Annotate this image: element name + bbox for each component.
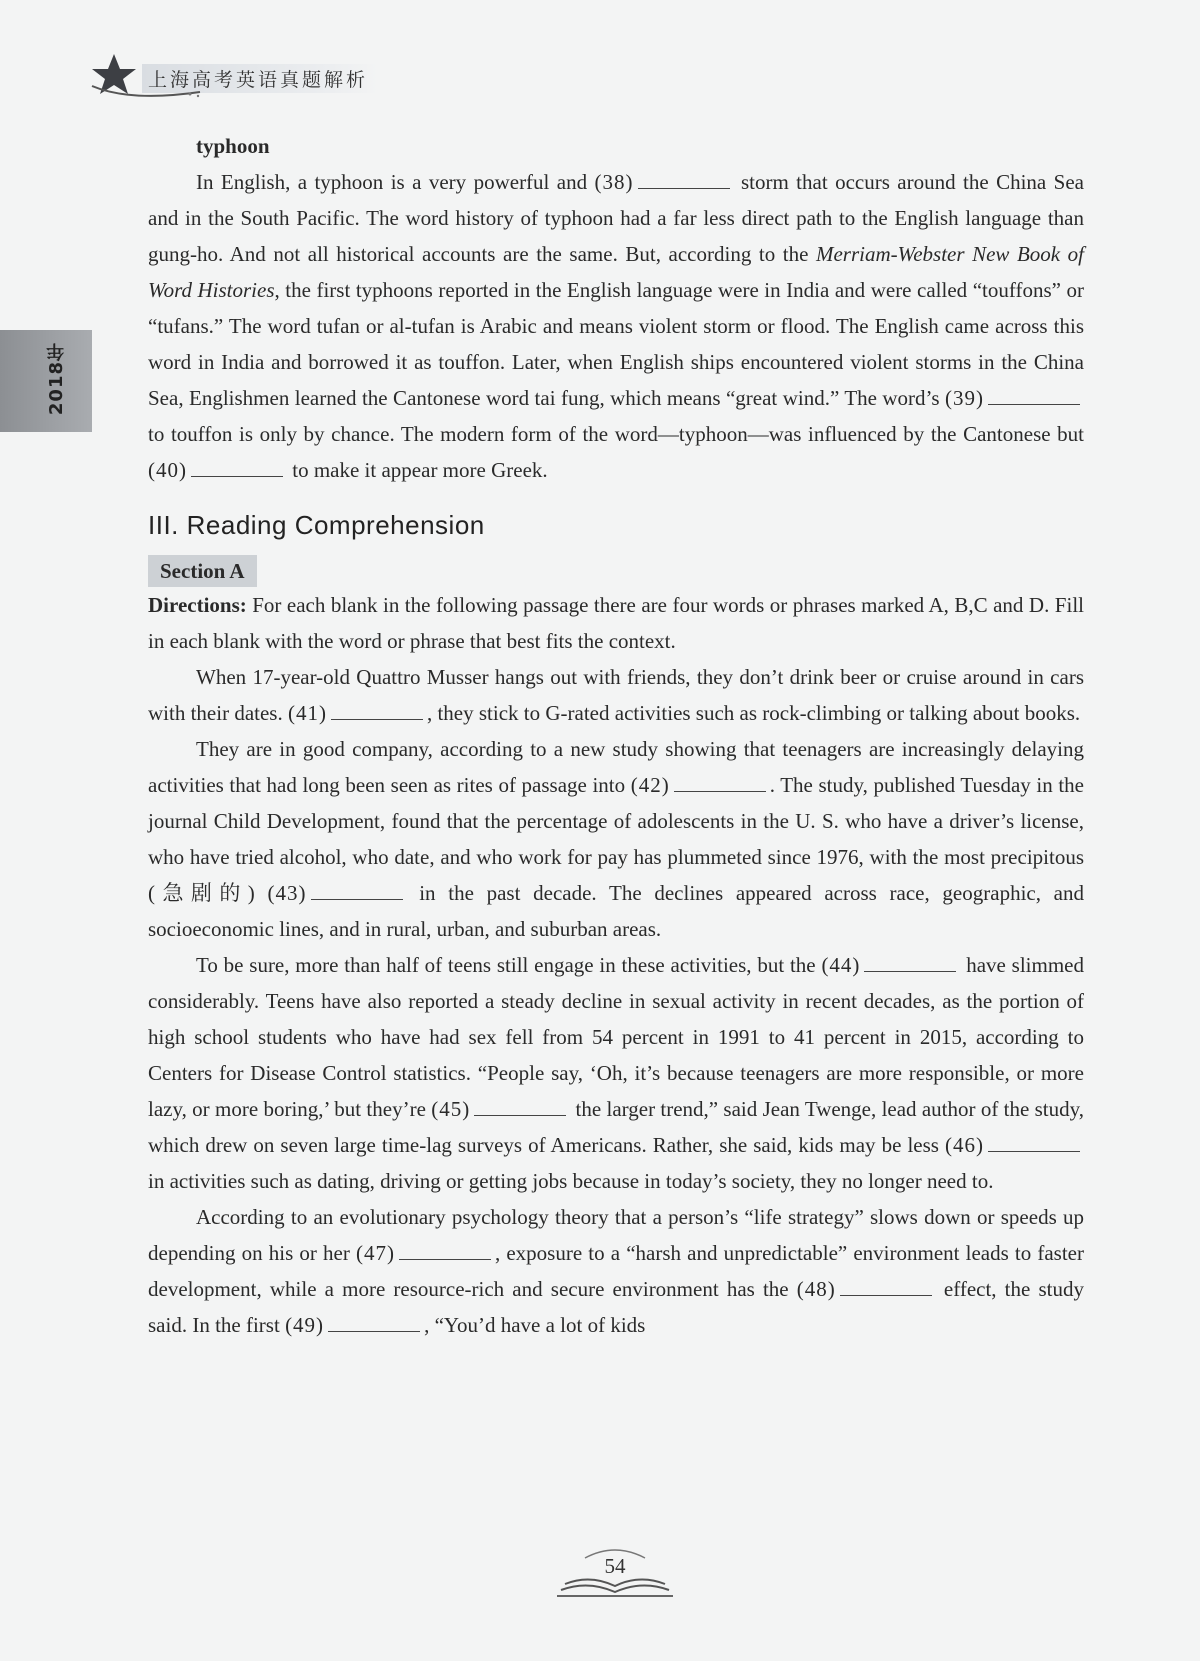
blank-number: (46) (945, 1133, 984, 1157)
book-reference: Merriam-Webster New Book of Word Histories (148, 242, 1085, 302)
page-footer (555, 1540, 675, 1600)
blank-number: (38) (594, 170, 634, 194)
answer-blank[interactable] (328, 1330, 420, 1332)
blank-number: (43) (267, 881, 307, 905)
answer-blank[interactable] (399, 1258, 491, 1260)
answer-blank[interactable] (331, 718, 423, 720)
blank-number: (40) (148, 458, 187, 482)
answer-blank[interactable] (638, 187, 730, 189)
blank-number: (49) (285, 1313, 325, 1337)
page-header (90, 52, 430, 102)
main-content (148, 128, 1084, 1343)
answer-blank[interactable] (988, 1150, 1080, 1152)
answer-blank[interactable] (840, 1294, 932, 1296)
answer-blank[interactable] (988, 403, 1080, 405)
blank-number: (45) (431, 1097, 471, 1121)
passage-paragraph: According to an evolutionary psychology theory that a person’s “life strategy” slows down or speeds up depending on his or her (47) , exposure to a “harsh and unpredictable” environment leads to faster development, while a more resource-rich and secure environment has the (48) effect, the study said. In the first (49) , “You’d have a lot of kids (148, 1205, 1084, 1337)
blank-number: (42) (630, 773, 670, 797)
answer-blank[interactable] (311, 898, 403, 900)
answer-blank[interactable] (674, 790, 766, 792)
directions: Directions: For each blank in the following passage there are four words or phrases marked A, B,C and D. Fill in each blank with the word or phrase that best fits the context. (148, 593, 1084, 653)
blank-number: (47) (355, 1241, 395, 1265)
passage-paragraph: When 17-year-old Quattro Musser hangs out with friends, they don’t drink beer or cruise around in cars with their dates. (41) , they stick to G-rated activities such as rock-climbing or talking about books. (148, 665, 1084, 725)
answer-blank[interactable] (864, 970, 956, 972)
year-side-tab (0, 330, 92, 432)
passage-paragraph: To be sure, more than half of teens still engage in these activities, but the (44) have slimmed considerably. Teens have also reported a steady decline in sexual activity in recent decades, as the portion of high school students who have had sex fell from 54 percent in 1991 to 41 percent in 2015, according to Centers for Disease Control statistics. “People say, ‘Oh, it’s because teenagers are more responsible, or more lazy, or more boring,’ but they’re (45) the larger trend,” said Jean Twenge, lead author of the study, which drew on seven large time-lag surveys of Americans. Rather, she said, kids may be less (46) in activities such as dating, driving or getting jobs because in today’s society, they no longer need to. (148, 953, 1084, 1193)
passage-paragraph: They are in good company, according to a new study showing that teenagers are increasingly delaying activities that had long been seen as rites of passage into (42) . The study, published Tuesday in the journal Child Development, found that the percentage of adolescents in the U. S. who have a driver’s license, who have tried alcohol, who date, and who work for pay has plummeted since 1976, with the most precipitous (急剧的) (43) in the past decade. The declines appeared across race, geographic, and socioeconomic lines, and in rural, urban, and suburban areas. (148, 737, 1084, 941)
blank-number: (39) (945, 386, 984, 410)
answer-blank[interactable] (474, 1114, 566, 1116)
year-label: 2018年 (46, 342, 67, 416)
blank-number: (44) (821, 953, 861, 977)
answer-blank[interactable] (191, 475, 283, 477)
blank-number: (48) (796, 1277, 836, 1301)
section-heading: III. Reading Comprehension (148, 510, 485, 540)
directions-label: Directions: (148, 593, 247, 617)
typhoon-paragraph: In English, a typhoon is a very powerful and (38) storm that occurs around the China Sea and in the South Pacific. The word history of typhoon had a far less direct path to the English language than gung-ho. And not all historical accounts are the same. But, according to the Merriam-Webster New Book of Word Histories, the first typhoons reported in the English language were in India and were called “touffons” or “tufans.” The word tufan or al-tufan is Arabic and means violent storm or flood. The English came across this word in India and borrowed it as touffon. Later, when English ships encountered violent storms in the China Sea, Englishmen learned the Cantonese word tai fung, which means “great wind.” The word’s (39) to touffon is only by chance. The modern form of the word—typhoon—was influenced by the Cantonese but (40) to make it appear more Greek. (148, 170, 1085, 482)
book-title: 上海高考英语真题解析 (142, 64, 378, 93)
swoosh-ornament (90, 80, 210, 100)
page-number: 54 (604, 1554, 626, 1578)
blank-number: (41) (287, 701, 327, 725)
entry-title: typhoon (196, 134, 270, 158)
section-label: Section A (148, 555, 257, 587)
